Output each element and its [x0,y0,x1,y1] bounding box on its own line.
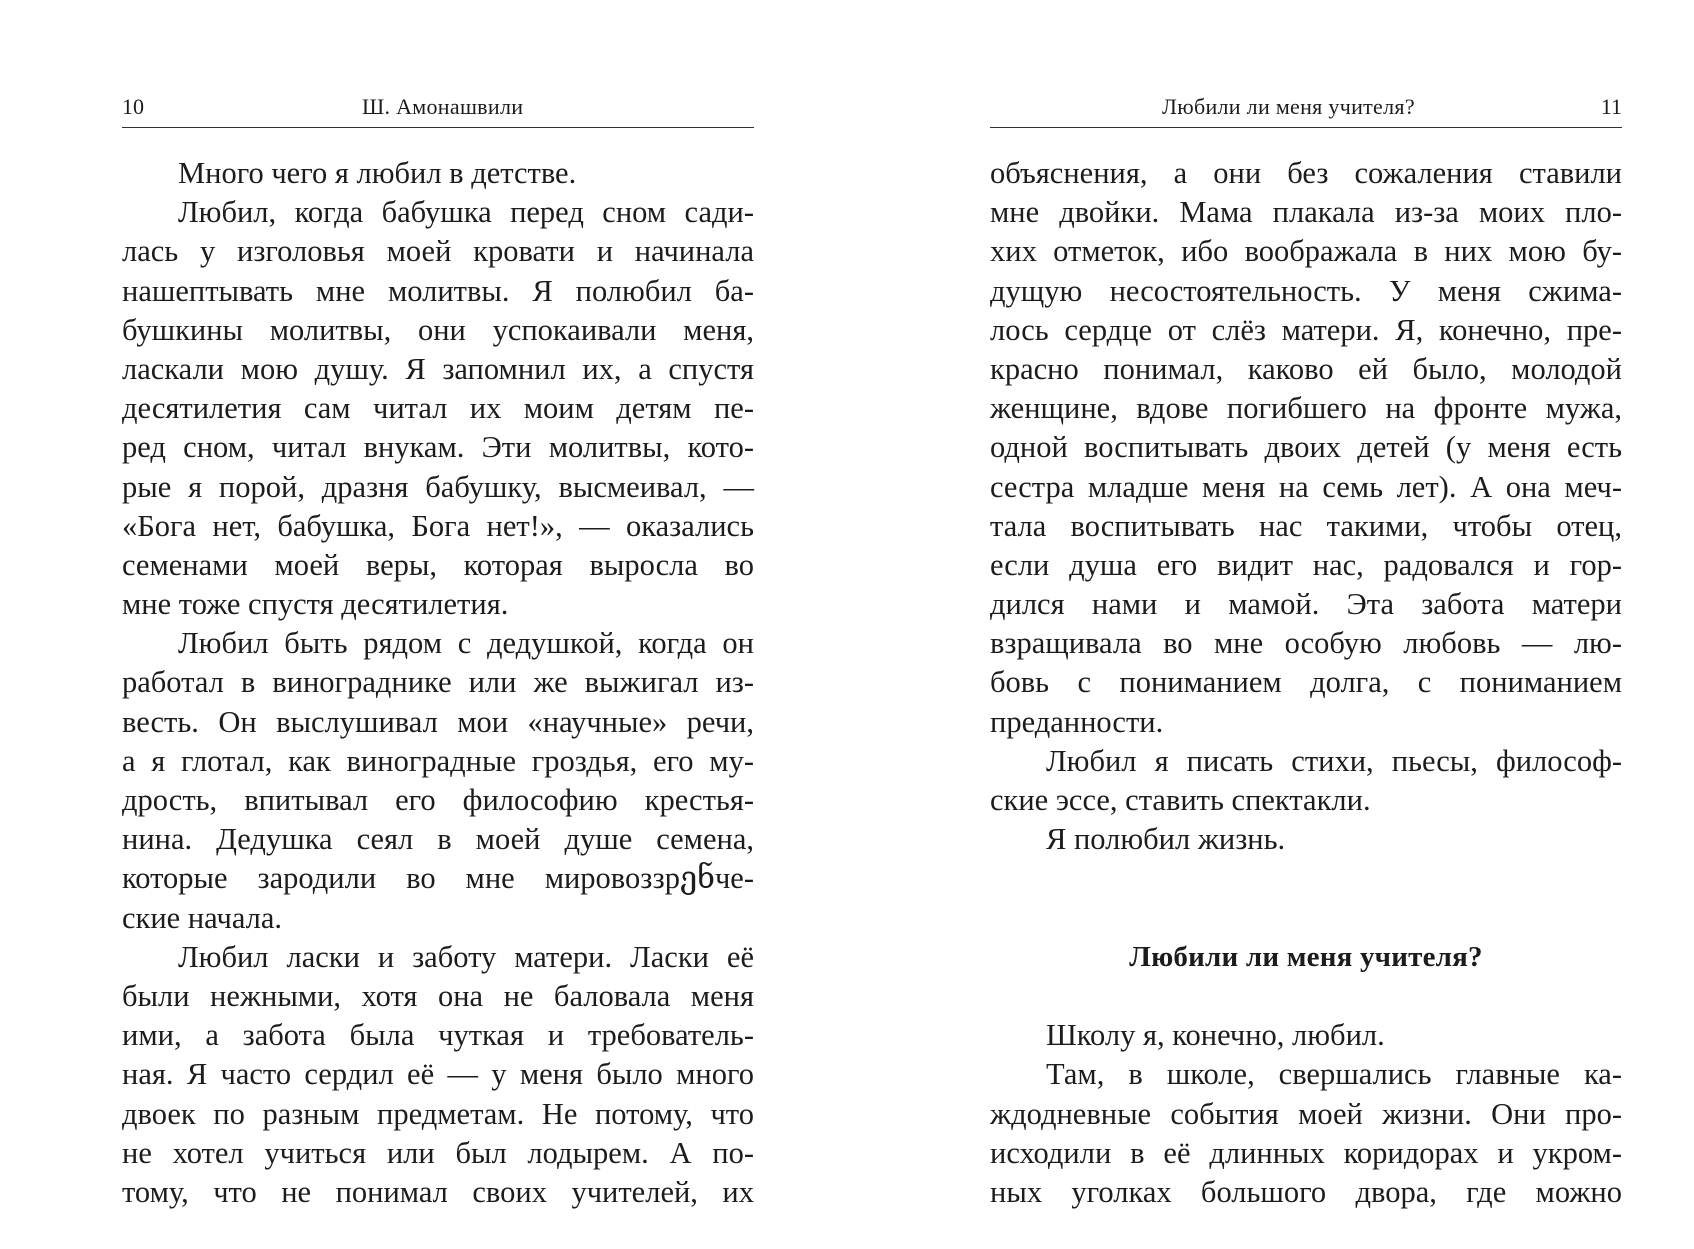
text-line: нашептывать мне молитвы. Я полюбил ба- [122,273,754,308]
text-line: мне двойки. Мама плакала из-за моих пло- [990,195,1622,230]
text-line: Много чего я любил в детстве. [178,156,577,190]
text-line: ных уголках большого двора, где можно [990,1174,1622,1209]
text-line: ские эссе, ставить спектакли. [990,783,1371,817]
text-line: дрость, впитывал его философию крестья- [122,783,754,817]
text-line: работал в винограднике или же выжигал из- [122,665,754,700]
text-line: Школу я, конечно, любил. [1046,1018,1385,1053]
text-line: ред сном, читал внукам. Эти молитвы, кото- [122,430,754,465]
right-body-text [990,154,1622,1212]
text-line: десятилетия сам читал их моим детям пе- [122,391,754,426]
text-line: нина. Дедушка сеял в моей душе семена, [122,822,754,857]
text-line: ские начала. [122,900,283,935]
text-line: женщине, вдове погибшего на фронте мужа, [990,391,1622,426]
text-line: преданности. [990,704,1164,739]
text-line: были нежными, хотя она не баловала меня [122,978,754,1013]
text-line: лась у изголовья моей кровати и начинала [122,234,754,269]
text-line: Там, в школе, свершались главные ка- [1046,1057,1622,1092]
text-line: а я глотал, как виноградные гроздья, его му- [122,743,754,778]
header-rule-left [122,127,754,128]
text-line: семенами моей веры, которая выросла во [122,547,754,582]
text-line: хих отметок, ибо воображала в них мою бу- [990,234,1622,269]
text-line: сестра младше меня на семь лет). А она меч- [990,469,1622,504]
text-line: ласкали мою душу. Я запомнил их, а спустя [122,351,754,386]
section-gap [990,977,1622,1016]
text-line: ими, а забота была чуткая и требователь- [122,1018,754,1053]
text-line: взращивала во мне особую любовь — лю- [990,626,1622,661]
text-line: красно понимал, каково ей было, молодой [990,351,1622,386]
text-line: рые я порой, дразня бабушку, высмеивал, — [122,469,754,504]
text-line: Любил ласки и заботу матери. Ласки её [178,939,754,974]
running-head-chapter: Любили ли меня учителя? [1162,94,1415,119]
left-page [122,0,754,1249]
text-line: бовь с пониманием долга, с пониманием [990,665,1622,700]
text-line: бушкины молитвы, они успокаивали меня, [122,312,754,347]
text-line: весть. Он выслушивал мои «научные» речи, [122,704,754,739]
section-gap [990,899,1622,938]
text-line: Я полюбил жизнь. [1046,822,1286,857]
text-line: ная. Я часто сердил её — у меня было много [122,1057,754,1092]
left-body-text [122,154,754,1212]
text-line: не хотел учиться или был лодырем. А по- [122,1135,754,1170]
text-line: «Бога нет, бабушка, Бога нет!», — оказались [122,508,754,543]
header-rule-right [990,127,1622,128]
text-line: лось сердце от слёз матери. Я, конечно, пре- [990,312,1622,347]
page-number-right: 11 [1600,94,1622,119]
text-line: тому, что не понимал своих учителей, их [122,1174,754,1209]
right-running-head [990,90,1622,124]
text-line: если душа его видит нас, радовался и гор- [990,547,1622,582]
text-line: исходили в её длинных коридорах и укром- [990,1135,1622,1170]
text-line: мне тоже спустя десятилетия. [122,587,509,622]
text-line: Любил я писать стихи, пьесы, философ- [1046,743,1622,778]
text-line: объяснения, а они без сожаления ставили [990,156,1622,190]
chapter-heading: Любили ли меня учителя? [1129,940,1483,973]
running-head-author: Ш. Амонашвили [362,94,524,119]
text-line: дущую несостоятельность. У меня сжима- [990,273,1622,308]
page-number-left: 10 [122,94,144,119]
text-line: тала воспитывать нас такими, чтобы отец, [990,508,1622,543]
text-line: которые зародили во мне мировоззрენче- [122,861,754,896]
text-line: дился нами и мамой. Эта забота матери [990,587,1622,622]
left-running-head [122,90,754,124]
section-gap [990,859,1622,898]
text-line: ждодневные события моей жизни. Они про- [990,1096,1622,1131]
text-line: Любил, когда бабушка перед сном сади- [178,195,754,230]
right-page [990,0,1622,1249]
text-line: одной воспитывать двоих детей (у меня есть [990,430,1622,465]
text-line: Любил быть рядом с дедушкой, когда он [178,626,754,661]
text-line: двоек по разным предметам. Не потому, что [122,1096,754,1131]
